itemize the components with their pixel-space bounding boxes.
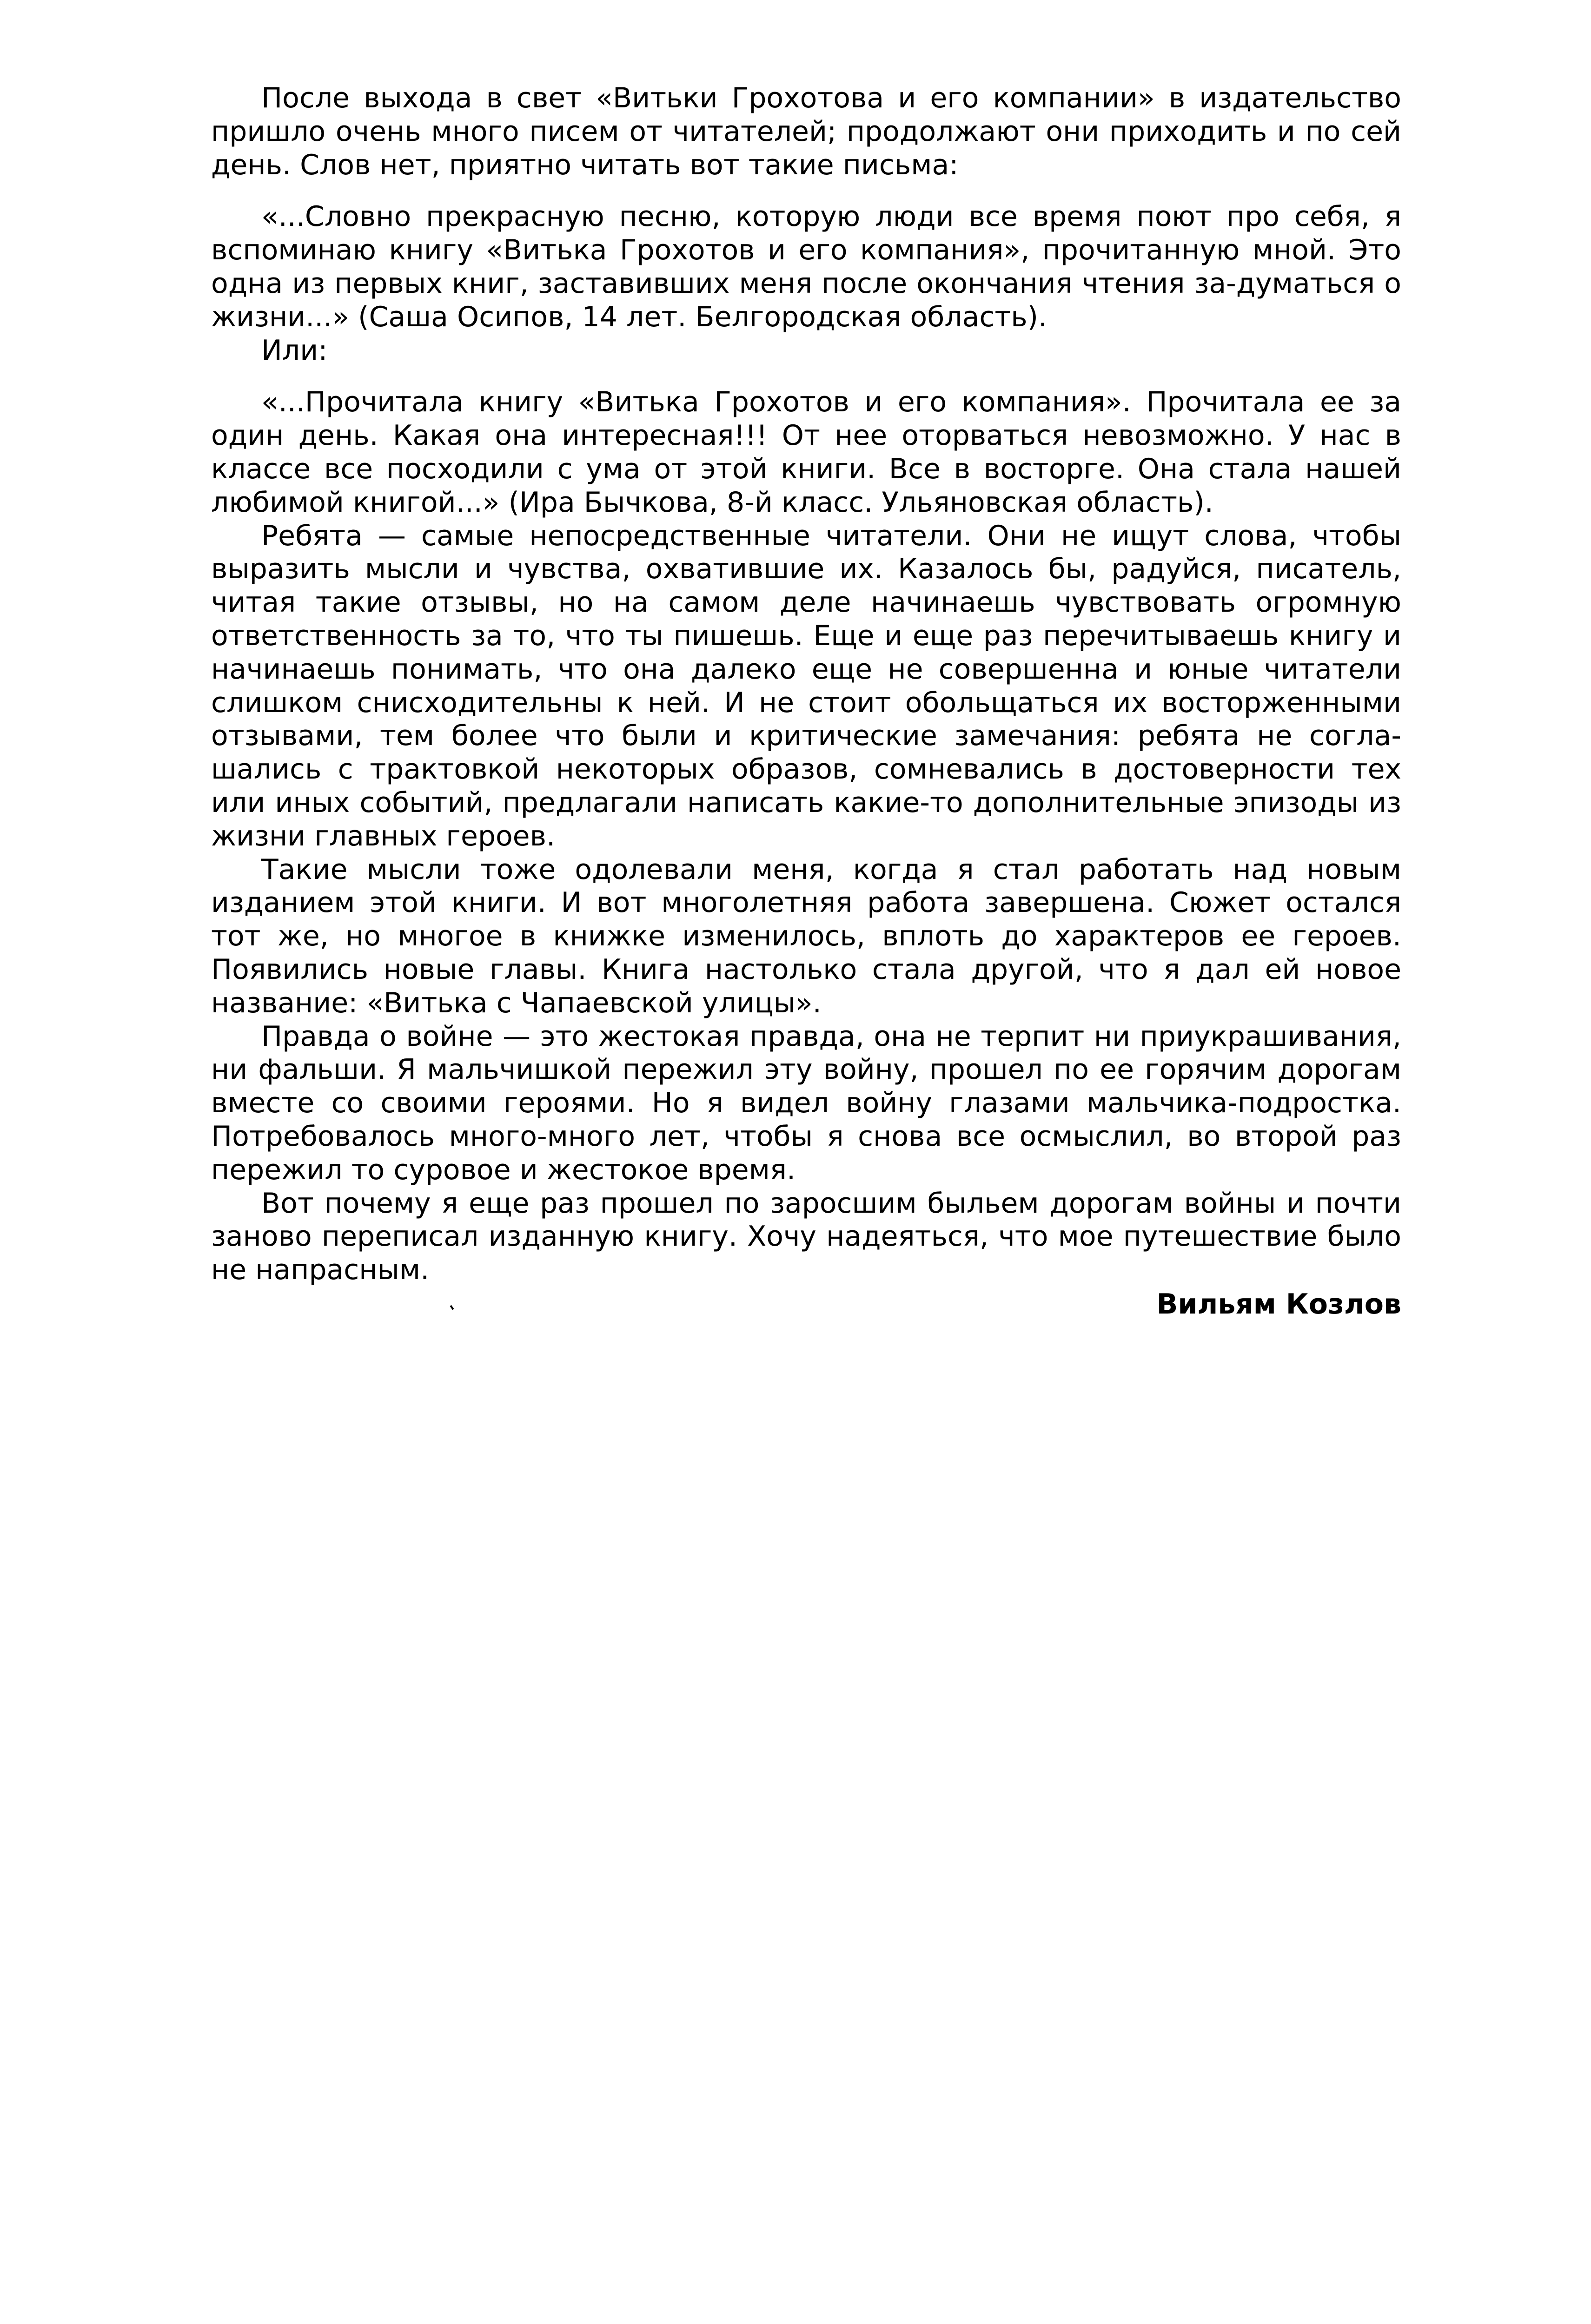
author-signature: Вильям Козлов	[1156, 1288, 1401, 1320]
paragraph-closing: Вот почему я еще раз прошел по заросшим быльем дорогам войны и почти заново переписал изданную книгу. Хочу надеяться, что мое путешествие было не напрасным.	[211, 1187, 1401, 1287]
paragraph-quote-letter-1: «...Словно прекрасную песню, которую люди все время поют про себя, я вспоминаю книгу «Витька Грохотов и его компания», прочитанную мной. Это одна из первых книг, заставивших меня после окончания чтения за-думаться о жизни...» (Саша Осипов, 14 лет. Белгородская область).	[211, 200, 1401, 333]
paragraph-new-edition: Такие мысли тоже одолевали меня, когда я стал работать над новым изданием этой книги. И вот многолетняя работа завершена. Сюжет остался тот же, но многое в книжке изменилось, вплоть до характеров ее героев. Появились новые главы. Книга настолько стала другой, что я дал ей новое название: «Витька с Чапаевской улицы».	[211, 853, 1401, 1019]
paragraph-war-truth: Правда о войне — это жестокая правда, она не терпит ни приукрашивания, ни фальши. Я мальчишкой пережил эту войну, прошел по ее горячим дорогам вместе со своими героями. Но я видел войну глазами мальчика-подростка. Потребовалось много-много лет, чтобы я снова все осмыслил, во второй раз пережил то суровое и жестокое время.	[211, 1020, 1401, 1186]
paragraph-quote-letter-2: «...Прочитала книгу «Витька Грохотов и его компания». Прочитала ее за один день. Какая она интересная!!! От нее оторваться невозможно. У нас в классе все посходили с ума от этой книги. Все в восторге. Она стала нашей любимой книгой...» (Ира Бычкова, 8-й класс. Ульяновская область).	[211, 386, 1401, 519]
body-text	[211, 82, 1401, 1287]
paragraph-or: Или:	[261, 334, 328, 367]
paragraph-readers: Ребята — самые непосредственные читатели. Они не ищут слова, чтобы выразить мысли и чувства, охватившие их. Казалось бы, радуйся, писатель, читая такие отзывы, но на самом деле начинаешь чувствовать огромную ответственность за то, что ты пишешь. Еще и еще раз перечитываешь книгу и начинаешь понимать, что она далеко еще не совершенна и юные читатели слишком снисходительны к ней. И не стоит обольщаться их восторженными отзывами, тем более что были и критические замечания: ребята не согла-шались с трактовкой некоторых образов, сомневались в достоверности тех или иных событий, предлагали написать какие-то дополнительные эпизоды из жизни главных героев.	[211, 519, 1401, 852]
paragraph-intro: После выхода в свет «Витьки Грохотова и его компании» в издательство пришло очень много писем от читателей; продолжают они приходить и по сей день. Слов нет, приятно читать вот такие письма:	[211, 82, 1401, 181]
print-speck	[450, 1305, 454, 1310]
